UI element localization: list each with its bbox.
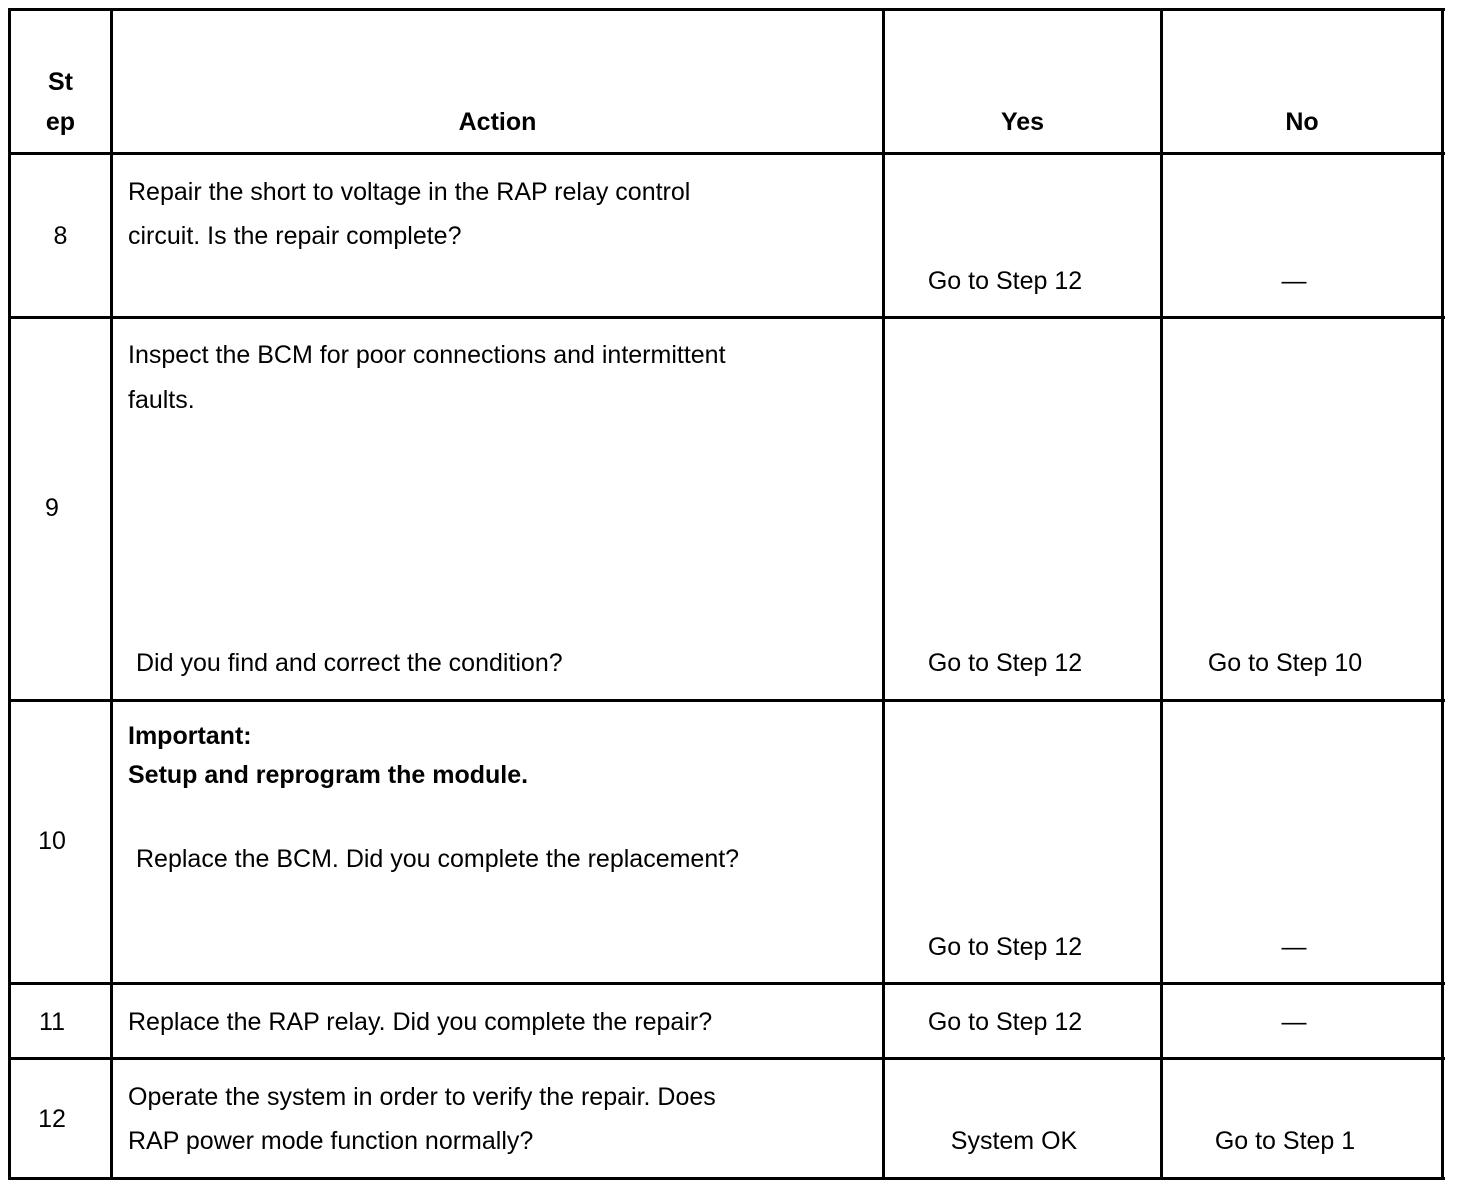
action-text: Inspect the BCM for poor connections and intermittent — [128, 341, 726, 369]
step-number: 8 — [53, 222, 68, 250]
action-question: Did you find and correct the condition? — [136, 649, 563, 677]
action-text: RAP power mode function normally? — [128, 1127, 534, 1155]
action-question: Replace the BCM. Did you complete the replacement? — [136, 845, 740, 873]
yes-result: Go to Step 12 — [927, 267, 1083, 295]
no-result: Go to Step 1 — [1214, 1127, 1356, 1155]
yes-result: System OK — [950, 1127, 1078, 1155]
no-result: — — [1281, 933, 1307, 961]
step-number: 12 — [38, 1105, 66, 1133]
action-text: Replace the RAP relay. Did you complete the repair? — [128, 1008, 713, 1036]
header-step-line2: ep — [45, 108, 76, 136]
table-border-top — [8, 8, 1445, 11]
important-note: Setup and reprogram the module. — [128, 761, 529, 789]
yes-result: Go to Step 12 — [927, 933, 1083, 961]
step-number: 10 — [38, 827, 66, 855]
row-divider — [8, 982, 1445, 985]
no-result: — — [1281, 267, 1307, 295]
action-text: Repair the short to voltage in the RAP relay control — [128, 178, 691, 206]
important-label: Important: — [128, 722, 252, 750]
row-divider — [8, 152, 1445, 155]
yes-result: Go to Step 12 — [927, 649, 1083, 677]
action-text: faults. — [128, 386, 195, 414]
step-number: 11 — [39, 1008, 65, 1036]
row-divider — [8, 699, 1445, 702]
row-divider — [8, 316, 1445, 319]
yes-result: Go to Step 12 — [927, 1008, 1083, 1036]
action-text: circuit. Is the repair complete? — [128, 222, 462, 250]
row-divider — [8, 1057, 1445, 1060]
header-action: Action — [458, 108, 537, 136]
header-step-line1: St — [48, 68, 73, 96]
step-number: 9 — [45, 494, 59, 522]
header-yes: Yes — [1000, 108, 1045, 136]
table-border-bottom — [8, 1177, 1445, 1180]
header-no: No — [1285, 108, 1319, 136]
action-text: Operate the system in order to verify the repair. Does — [128, 1083, 716, 1111]
no-result: Go to Step 10 — [1207, 649, 1363, 677]
no-result: — — [1281, 1008, 1307, 1036]
table-border-right — [1441, 8, 1444, 1180]
column-divider — [110, 8, 113, 1180]
